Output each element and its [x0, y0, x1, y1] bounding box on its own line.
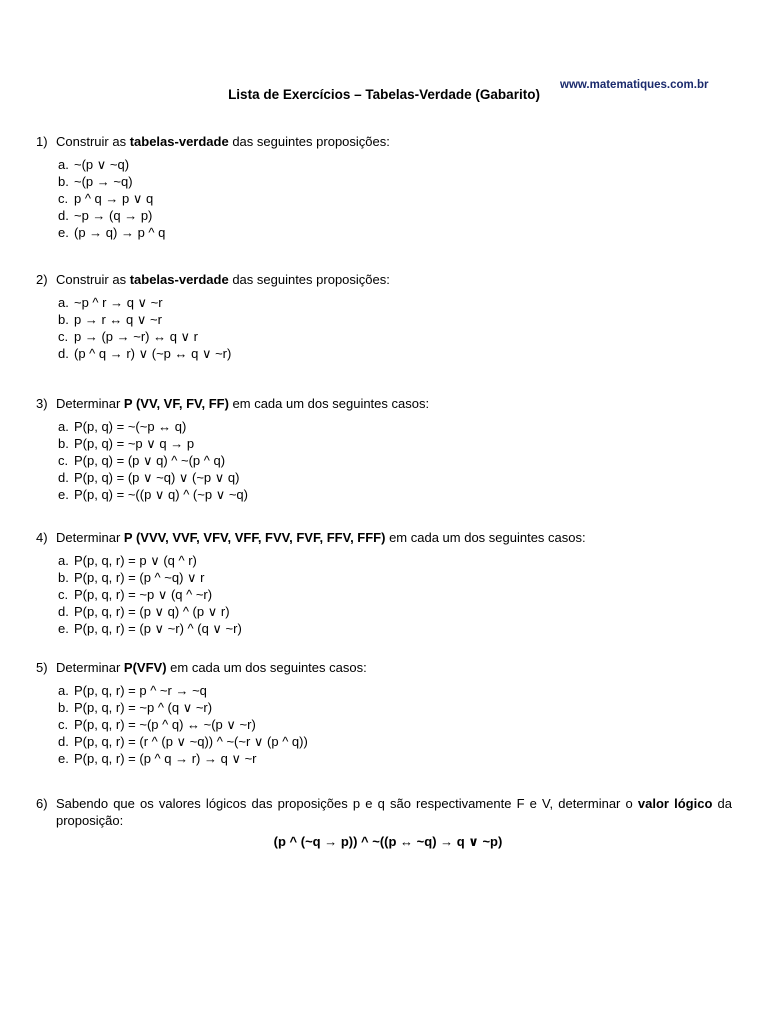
item-list — [36, 682, 732, 767]
list-item: b. P(p, q) = ~p ∨ q → p — [58, 436, 195, 451]
question-number: 5) — [36, 660, 48, 675]
list-item: d. (p ^ q → r) ∨ (~p ↔ q ∨ ~r) — [58, 346, 232, 361]
question-2 — [36, 271, 732, 362]
list-item: c. P(p, q) = (p ∨ q) ^ ~(p ^ q) — [58, 453, 226, 468]
list-item: e. P(p, q) = ~((p ∨ q) ^ (~p ∨ ~q) — [58, 487, 248, 502]
question-prompt: Construir as tabelas-verdade das seguintes proposições: — [56, 134, 390, 149]
page-title: Lista de Exercícios – Tabelas-Verdade (Gabarito) — [228, 87, 540, 102]
question-prompt: Sabendo que os valores lógicos das proposições p e q são respectivamente F e V, determinar o valor lógico da proposição: — [56, 796, 733, 828]
list-item: e. (p → q) → p ^ q — [58, 225, 166, 240]
list-item: b. P(p, q, r) = ~p ^ (q ∨ ~r) — [58, 700, 213, 715]
list-item: a. P(p, q) = ~(~p ↔ q) — [58, 419, 187, 434]
question-3 — [36, 395, 732, 503]
question-prompt: Determinar P(VFV) em cada um dos seguintes casos: — [56, 660, 367, 675]
question-number: 1) — [36, 134, 48, 149]
list-item: b. P(p, q, r) = (p ^ ~q) ∨ r — [58, 570, 205, 585]
list-item: e. P(p, q, r) = (p ^ q → r) → q ∨ ~r — [58, 751, 257, 766]
question-4 — [36, 529, 732, 637]
list-item: c. P(p, q, r) = ~p ∨ (q ^ ~r) — [58, 587, 213, 602]
question-5 — [36, 659, 732, 767]
question-number: 6) — [36, 796, 48, 811]
list-item: d. P(p, q) = (p ∨ ~q) ∨ (~p ∨ q) — [58, 470, 240, 485]
website-url: www.matematiques.com.br — [560, 79, 709, 91]
question-6 — [36, 795, 732, 850]
item-list — [36, 156, 732, 241]
list-item: a. ~p ^ r → q ∨ ~r — [58, 295, 163, 310]
item-list — [36, 552, 732, 637]
list-item: e. P(p, q, r) = (p ∨ ~r) ^ (q ∨ ~r) — [58, 621, 242, 636]
question-1 — [36, 133, 732, 241]
question-number: 2) — [36, 272, 48, 287]
list-item: a. P(p, q, r) = p ∨ (q ^ r) — [58, 553, 197, 568]
list-item: c. p ^ q → p ∨ q — [58, 191, 154, 206]
list-item: d. P(p, q, r) = (r ^ (p ∨ ~q)) ^ ~(~r ∨ (p ^ q)) — [58, 734, 308, 749]
list-item: d. ~p → (q → p) — [58, 208, 153, 223]
question-number: 3) — [36, 396, 48, 411]
proposition-formula: (p ^ (~q → p)) ^ ~((p ↔ ~q) → q ∨ ~p) — [273, 834, 503, 849]
item-list — [36, 418, 732, 503]
list-item: c. P(p, q, r) = ~(p ^ q) ↔ ~(p ∨ ~r) — [58, 717, 256, 732]
question-prompt: Determinar P (VVV, VVF, VFV, VFF, FVV, FVF, FFV, FFF) em cada um dos seguintes casos: — [56, 530, 586, 545]
item-list — [36, 294, 732, 362]
question-prompt: Construir as tabelas-verdade das seguintes proposições: — [56, 272, 390, 287]
question-number: 4) — [36, 530, 48, 545]
list-item: b. ~(p → ~q) — [58, 174, 133, 189]
question-prompt: Determinar P (VV, VF, FV, FF) em cada um dos seguintes casos: — [56, 396, 430, 411]
list-item: d. P(p, q, r) = (p ∨ q) ^ (p ∨ r) — [58, 604, 230, 619]
list-item: a. ~(p ∨ ~q) — [58, 157, 130, 172]
list-item: c. p → (p → ~r) ↔ q ∨ r — [58, 329, 199, 344]
list-item: b. p → r ↔ q ∨ ~r — [58, 312, 162, 327]
list-item: a. P(p, q, r) = p ^ ~r → ~q — [58, 683, 207, 698]
